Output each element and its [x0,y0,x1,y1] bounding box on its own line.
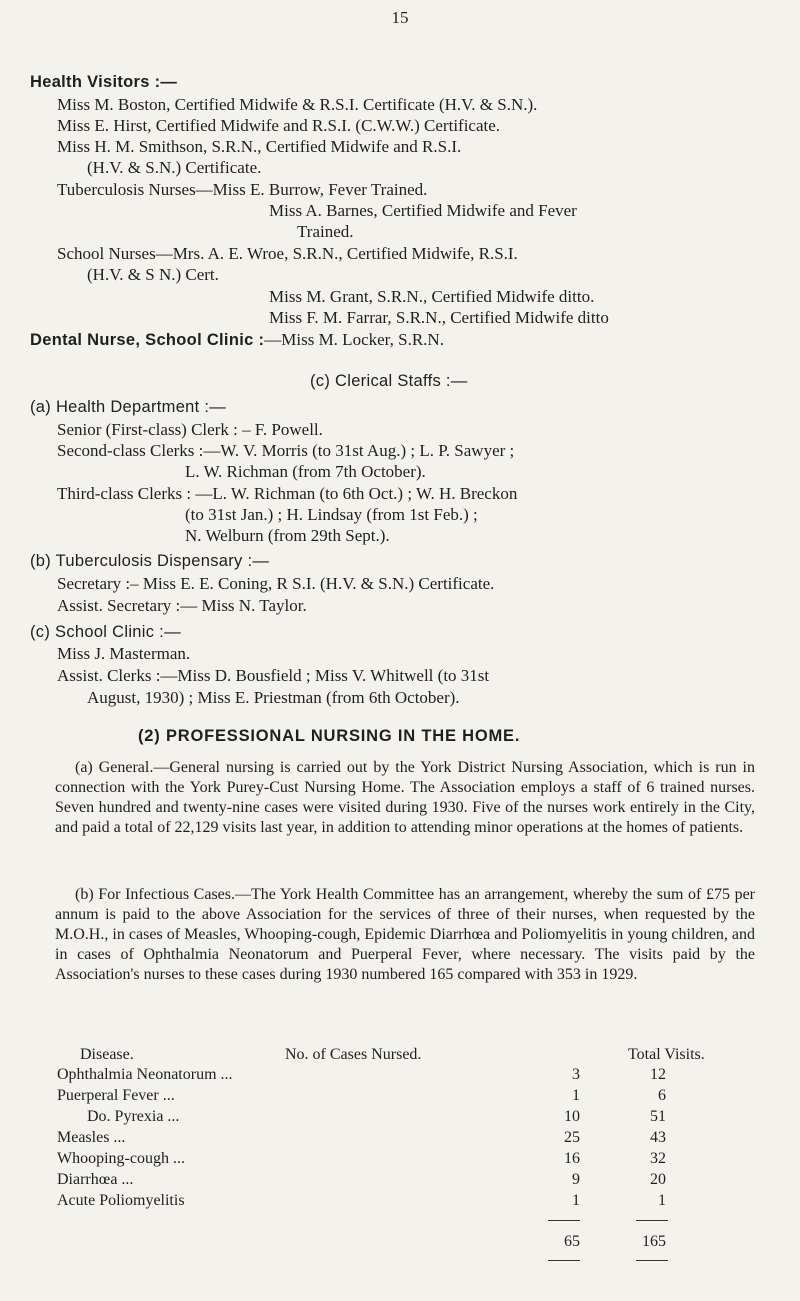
text-line: Third-class Clerks : —L. W. Richman (to 6th Oct.) ; W. H. Breckon [57,484,518,503]
text-line: (H.V. & S.N.) Certificate. [87,158,262,177]
tb-dispensary-heading: (b) Tuberculosis Dispensary :— [30,552,270,570]
table-row-visits: 51 [650,1108,666,1125]
paragraph-general: (a) General.—General nursing is carried out by the York District Nursing Association, which is run in connection with the York Purey-Cust Nursing Home. The Association employs a staff of 6 trained nurses. Seven hundred and twenty-nine cases were visited during 1930. Five of the nurses work entirely in the City, and paid a total of 22,129 visits last year, in addition to attending minor operations at the homes of patients. [55,759,755,836]
nursing-heading: (2) PROFESSIONAL NURSING IN THE HOME. [138,727,521,745]
text-line: Miss M. Boston, Certified Midwife & R.S.I. Certificate (H.V. & S.N.). [57,95,538,114]
table-row-cases: 3 [572,1066,580,1083]
table-row-visits: 20 [650,1171,666,1188]
table-row-disease: Measles ... [57,1129,126,1146]
text-line: Miss H. M. Smithson, S.R.N., Certified Midwife and R.S.I. [57,137,462,156]
table-row-visits: 43 [650,1129,666,1146]
total-rule-visits-bottom [636,1260,668,1261]
clerical-staffs-heading: (c) Clerical Staffs :— [310,372,468,390]
paragraph-infectious: (b) For Infectious Cases.—The York Health Committee has an arrangement, whereby the sum of £75 per annum is paid to the above Association for the services of three of their nurses, when requested by the M.O.H., in cases of Measles, Whooping-cough, Epidemic Diarrhœa and Poliomyelitis in young children, and in cases of Ophthalmia Neonatorum and Puerperal Fever, where necessary. The visits paid by the Association's nurses to these cases during 1930 numbered 165 compared with 353 in 1929. [55,886,755,983]
text-line: Trained. [297,222,354,241]
text-line: (to 31st Jan.) ; H. Lindsay (from 1st Feb.) ; [185,505,478,524]
text-line: (H.V. & S N.) Cert. [87,265,219,284]
table-row-disease: Diarrhœa ... [57,1171,134,1188]
total-rule-visits-top [636,1220,668,1221]
table-row-disease: Puerperal Fever ... [57,1087,175,1104]
page-number: 15 [391,8,409,27]
text-line: L. W. Richman (from 7th October). [185,462,426,481]
table-row-visits: 6 [658,1087,666,1104]
table-row-visits: 1 [658,1192,666,1209]
table-row-cases: 25 [564,1129,580,1146]
table-row-visits: 32 [650,1150,666,1167]
col-header-cases: No. of Cases Nursed. [285,1046,422,1063]
text-line: Assist. Secretary :— Miss N. Taylor. [57,596,307,615]
table-row-disease: Whooping-cough ... [57,1150,185,1167]
total-rule-cases-bottom [548,1260,580,1261]
table-row-cases: 9 [572,1171,580,1188]
total-cases: 65 [564,1233,580,1250]
table-row-cases: 1 [572,1087,580,1104]
text-line: N. Welburn (from 29th Sept.). [185,526,390,545]
school-clinic-heading: (c) School Clinic :— [30,623,181,641]
dental-nurse-value: —Miss M. Locker, S.R.N. [264,330,444,349]
col-header-disease: Disease. [80,1046,134,1063]
table-row-cases: 1 [572,1192,580,1209]
text-line: Second-class Clerks :—W. V. Morris (to 31st Aug.) ; L. P. Sawyer ; [57,441,515,460]
col-header-visits: Total Visits. [628,1046,705,1063]
total-visits: 165 [642,1233,666,1250]
text-line: Miss E. Hirst, Certified Midwife and R.S.I. (C.W.W.) Certificate. [57,116,501,135]
table-row-visits: 12 [650,1066,666,1083]
table-row-disease: Acute Poliomyelitis [57,1192,185,1209]
table-row-disease: Do. Pyrexia ... [87,1108,180,1125]
text-line: Miss F. M. Farrar, S.R.N., Certified Midwife ditto [269,308,609,327]
dental-nurse-line [30,330,444,350]
text-line: Miss M. Grant, S.R.N., Certified Midwife ditto. [269,287,595,306]
total-rule-cases-top [548,1220,580,1221]
text-line: School Nurses—Mrs. A. E. Wroe, S.R.N., Certified Midwife, R.S.I. [57,244,518,263]
text-line: Senior (First-class) Clerk : – F. Powell. [57,420,323,439]
dental-nurse-label: Dental Nurse, School Clinic : [30,331,265,349]
text-line: Miss J. Masterman. [57,644,191,663]
table-row-cases: 10 [564,1108,580,1125]
table-row-cases: 16 [564,1150,580,1167]
text-line: Miss A. Barnes, Certified Midwife and Fever [269,201,577,220]
text-line: Tuberculosis Nurses—Miss E. Burrow, Fever Trained. [57,180,428,199]
health-department-heading: (a) Health Department :— [30,398,227,416]
text-line: Secretary :– Miss E. E. Coning, R S.I. (H.V. & S.N.) Certificate. [57,574,495,593]
health-visitors-heading: Health Visitors :— [30,73,178,91]
table-row-disease: Ophthalmia Neonatorum ... [57,1066,233,1083]
text-line: August, 1930) ; Miss E. Priestman (from 6th October). [87,688,460,707]
text-line: Assist. Clerks :—Miss D. Bousfield ; Miss V. Whitwell (to 31st [57,666,490,685]
